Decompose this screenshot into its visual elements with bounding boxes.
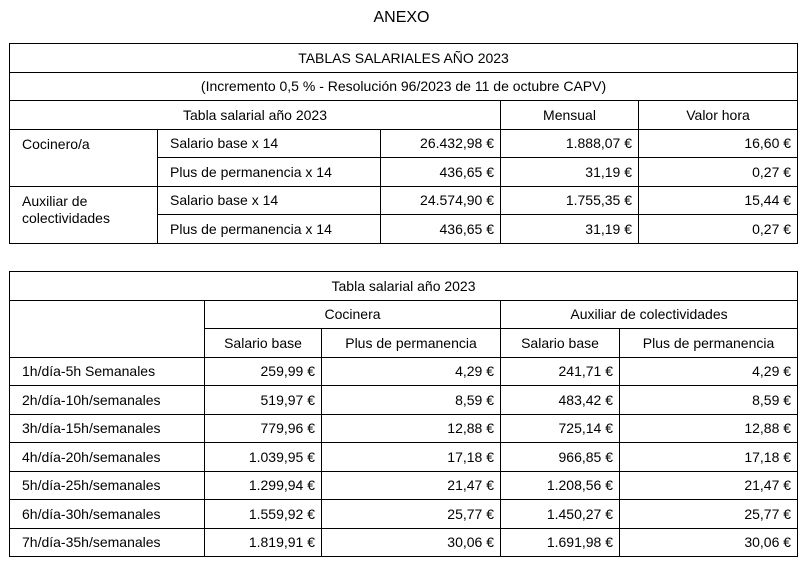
auxiliar-plus-cell: 21,47 € <box>620 471 798 500</box>
table2-sub-plus-auxiliar: Plus de permanencia <box>620 329 798 358</box>
table2-header: Tabla salarial año 2023 <box>10 272 798 301</box>
monthly-cell: 31,19 € <box>501 215 639 244</box>
hourly-cell: 0,27 € <box>639 215 798 244</box>
cocinera-plus-cell: 4,29 € <box>322 357 501 386</box>
annual-cell: 26.432,98 € <box>381 129 501 158</box>
cocinera-plus-cell: 21,47 € <box>322 471 501 500</box>
group-label-auxiliar: Auxiliar de colectividades <box>10 186 158 243</box>
auxiliar-plus-cell: 12,88 € <box>620 414 798 443</box>
hourly-cell: 15,44 € <box>639 186 798 215</box>
group-label-cocinero: Cocinero/a <box>10 129 158 186</box>
cocinera-plus-cell: 8,59 € <box>322 386 501 415</box>
row-label: 4h/día-20h/semanales <box>10 443 205 472</box>
table-row <box>10 129 798 158</box>
row-label: 6h/día-30h/semanales <box>10 500 205 529</box>
monthly-cell: 1.755,35 € <box>501 186 639 215</box>
monthly-cell: 1.888,07 € <box>501 129 639 158</box>
page-title: ANEXO <box>373 9 430 26</box>
table2-sub-salario-auxiliar: Salario base <box>501 329 620 358</box>
row-label: 7h/día-35h/semanales <box>10 528 205 557</box>
table2-group-auxiliar: Auxiliar de colectividades <box>501 300 798 329</box>
table-row <box>10 386 798 415</box>
auxiliar-plus-cell: 8,59 € <box>620 386 798 415</box>
annual-cell: 24.574,90 € <box>381 186 501 215</box>
auxiliar-plus-cell: 30,06 € <box>620 528 798 557</box>
cocinera-salario-cell: 519,97 € <box>205 386 322 415</box>
table-row <box>10 528 798 557</box>
auxiliar-salario-cell: 1.208,56 € <box>501 471 620 500</box>
auxiliar-plus-cell: 17,18 € <box>620 443 798 472</box>
auxiliar-salario-cell: 966,85 € <box>501 443 620 472</box>
hourly-cell: 16,60 € <box>639 129 798 158</box>
cocinera-plus-cell: 30,06 € <box>322 528 501 557</box>
table1-header: TABLAS SALARIALES AÑO 2023 <box>10 44 798 73</box>
cocinera-plus-cell: 12,88 € <box>322 414 501 443</box>
cocinera-salario-cell: 1.299,94 € <box>205 471 322 500</box>
table1-subheader: (Incremento 0,5 % - Resolución 96/2023 de 11 de octubre CAPV) <box>10 72 798 101</box>
auxiliar-plus-cell: 4,29 € <box>620 357 798 386</box>
cocinera-salario-cell: 779,96 € <box>205 414 322 443</box>
table-row <box>10 357 798 386</box>
row-label: 1h/día-5h Semanales <box>10 357 205 386</box>
row-label: 5h/día-25h/semanales <box>10 471 205 500</box>
table1-col-tabla: Tabla salarial año 2023 <box>10 101 501 130</box>
auxiliar-plus-cell: 25,77 € <box>620 500 798 529</box>
auxiliar-salario-cell: 483,42 € <box>501 386 620 415</box>
table-row <box>10 500 798 529</box>
concept-cell: Plus de permanencia x 14 <box>158 215 381 244</box>
annual-cell: 436,65 € <box>381 215 501 244</box>
concept-cell: Plus de permanencia x 14 <box>158 158 381 187</box>
table2-group-cocinera: Cocinera <box>205 300 501 329</box>
table2-corner-cell <box>10 300 205 357</box>
table2-sub-plus-cocinera: Plus de permanencia <box>322 329 501 358</box>
table-row <box>10 186 798 215</box>
table-row <box>10 414 798 443</box>
cocinera-plus-cell: 25,77 € <box>322 500 501 529</box>
table-row <box>10 443 798 472</box>
cocinera-salario-cell: 259,99 € <box>205 357 322 386</box>
row-label: 3h/día-15h/semanales <box>10 414 205 443</box>
cocinera-salario-cell: 1.559,92 € <box>205 500 322 529</box>
row-label: 2h/día-10h/semanales <box>10 386 205 415</box>
monthly-cell: 31,19 € <box>501 158 639 187</box>
table1-col-valor-hora: Valor hora <box>639 101 798 130</box>
table1-col-mensual: Mensual <box>501 101 639 130</box>
auxiliar-salario-cell: 725,14 € <box>501 414 620 443</box>
auxiliar-salario-cell: 241,71 € <box>501 357 620 386</box>
concept-cell: Salario base x 14 <box>158 129 381 158</box>
hourly-cell: 0,27 € <box>639 158 798 187</box>
concept-cell: Salario base x 14 <box>158 186 381 215</box>
annual-cell: 436,65 € <box>381 158 501 187</box>
table2-sub-salario-cocinera: Salario base <box>205 329 322 358</box>
cocinera-plus-cell: 17,18 € <box>322 443 501 472</box>
auxiliar-salario-cell: 1.691,98 € <box>501 528 620 557</box>
table-row <box>10 471 798 500</box>
hourly-salary-table-2023 <box>9 271 798 557</box>
cocinera-salario-cell: 1.819,91 € <box>205 528 322 557</box>
auxiliar-salario-cell: 1.450,27 € <box>501 500 620 529</box>
salary-table-2023 <box>9 43 798 244</box>
cocinera-salario-cell: 1.039,95 € <box>205 443 322 472</box>
